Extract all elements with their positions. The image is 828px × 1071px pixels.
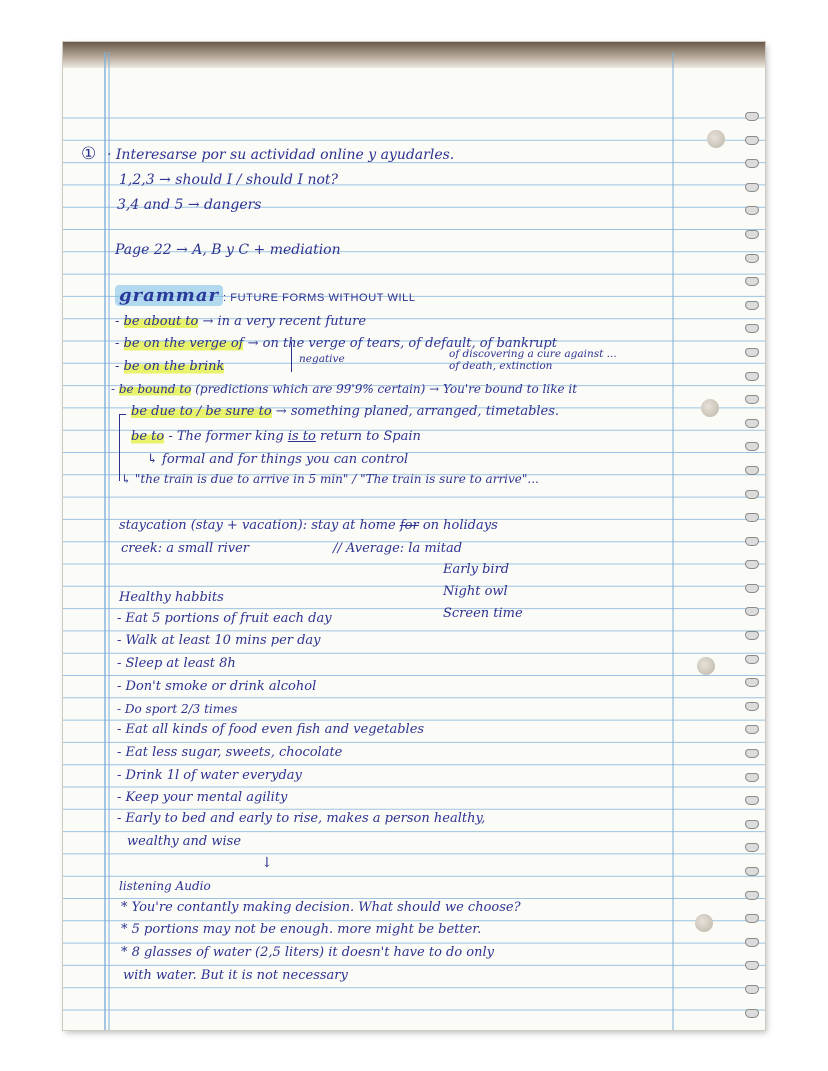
listening-item-continued: with water. But it is not necessary	[123, 968, 348, 983]
spiral-ring	[745, 112, 759, 121]
be-to-text-2: return to Spain	[315, 429, 421, 444]
example-sentence: ↳ "the train is due to arrive in 5 min" / "The train is sure to arrive"...	[121, 472, 539, 486]
habit-item: - Eat all kinds of food even fish and vegetables	[117, 722, 425, 737]
negative-label: negative	[299, 353, 345, 365]
bound-text: (predictions which are 99'9% certain) → You're bound to like it	[191, 382, 578, 396]
grammar-heading: grammar	[115, 285, 223, 306]
night-owl: Night owl	[443, 584, 508, 599]
habit-item: - Sleep at least 8h	[117, 656, 236, 671]
spiral-ring	[745, 725, 759, 734]
spiral-ring	[745, 560, 759, 569]
spiral-ring	[745, 820, 759, 829]
section-number: ①	[81, 144, 97, 164]
listening-item: * You're contantly making decision. What should we choose?	[121, 900, 521, 915]
spiral-ring	[745, 466, 759, 475]
grammar-subtitle: : FUTURE FORMS WITHOUT WILL	[222, 292, 416, 304]
spiral-ring	[745, 348, 759, 357]
due-text: → something planed, arranged, timetables.	[271, 404, 560, 419]
spiral-ring	[745, 655, 759, 664]
listening-item: * 8 glasses of water (2,5 liters) it doesn't have to do only	[121, 945, 495, 960]
formal-note: ↳ formal and for things you can control	[147, 452, 409, 467]
spiral-ring	[745, 796, 759, 805]
spiral-ring	[745, 914, 759, 923]
habit-item: - Don't smoke or drink alcohol	[117, 679, 317, 694]
habit-item: - Eat 5 portions of fruit each day	[117, 611, 332, 626]
screen-time: Screen time	[443, 606, 523, 621]
spiral-ring	[745, 230, 759, 239]
header-line-3: 3,4 and 5 → dangers	[117, 197, 262, 213]
notebook-page	[63, 42, 765, 1030]
spiral-ring	[745, 607, 759, 616]
spiral-ring	[745, 183, 759, 192]
habit-item-continued: wealthy and wise	[127, 834, 242, 849]
staycation-strike: for	[399, 518, 419, 533]
spiral-ring	[745, 773, 759, 782]
binder-hole	[701, 399, 719, 417]
staycation-tail: on holidays	[418, 518, 498, 533]
grammar-title	[115, 287, 416, 305]
spiral-ring	[745, 938, 759, 947]
due-line	[131, 405, 559, 418]
verge-line: - be on the verge of → on the verge of tears, of default, of bankrupt	[115, 336, 557, 351]
brink-line: - be on the brink	[115, 359, 225, 374]
spiral-binding	[745, 112, 761, 1030]
spiral-ring	[745, 301, 759, 310]
about-to-text: → in a very recent future	[198, 314, 367, 329]
bound-phrase: be bound to	[118, 382, 192, 396]
brink-note-1: of discovering a cure against ...	[449, 348, 617, 360]
brace	[291, 342, 292, 372]
spiral-ring	[745, 372, 759, 381]
header-line-1: · Interesarse por su actividad online y ayudarles.	[107, 147, 455, 163]
staycation-text: staycation (stay + vacation): stay at home	[119, 518, 400, 533]
spiral-ring	[745, 867, 759, 876]
spiral-ring	[745, 254, 759, 263]
spiral-ring	[745, 513, 759, 522]
habit-item: - Do sport 2/3 times	[117, 702, 238, 716]
due-phrase: be due to / be sure to	[131, 404, 272, 419]
binder-hole	[697, 657, 715, 675]
be-to-phrase: be to	[131, 429, 165, 444]
arrow-down: ↓	[261, 855, 273, 871]
spiral-ring	[745, 985, 759, 994]
header-line-2: 1,2,3 → should I / should I not?	[119, 172, 339, 188]
habit-item: - Keep your mental agility	[117, 790, 288, 805]
spiral-ring	[745, 1009, 759, 1018]
listening-title: listening Audio	[119, 879, 211, 893]
bracket	[119, 414, 126, 481]
spiral-ring	[745, 490, 759, 499]
habit-item: - Early to bed and early to rise, makes a person healthy,	[117, 811, 486, 826]
spiral-ring	[745, 631, 759, 640]
be-to-text-1: - The former king	[164, 429, 288, 444]
about-to-line: - be about to → in a very recent future	[115, 314, 367, 329]
bound-line: - be bound to (predictions which are 99'9% certain) → You're bound to like it	[111, 382, 578, 396]
spiral-ring	[745, 395, 759, 404]
spiral-ring	[745, 843, 759, 852]
verge-text: → on the verge of tears, of default, of bankrupt	[243, 336, 557, 351]
spiral-ring	[745, 442, 759, 451]
spiral-ring	[745, 678, 759, 687]
spiral-ring	[745, 961, 759, 970]
spiral-ring	[745, 206, 759, 215]
spiral-ring	[745, 891, 759, 900]
verge-phrase: be on the verge of	[123, 336, 244, 351]
average-line: // Average: la mitad	[333, 541, 463, 556]
listening-item: * 5 portions may not be enough. more might be better.	[121, 922, 482, 937]
spiral-ring	[745, 749, 759, 758]
habit-item: - Eat less sugar, sweets, chocolate	[117, 745, 343, 760]
binder-hole	[695, 914, 713, 932]
staycation-line	[119, 519, 498, 532]
spiral-ring	[745, 277, 759, 286]
brink-note-2: of death, extinction	[449, 360, 553, 372]
habit-item: - Drink 1l of water everyday	[117, 768, 302, 783]
about-to-phrase: be about to	[123, 314, 199, 329]
be-to-underlined: is to	[287, 429, 316, 444]
spiral-ring	[745, 324, 759, 333]
spiral-ring	[745, 159, 759, 168]
spiral-ring	[745, 537, 759, 546]
be-to-line	[131, 430, 421, 443]
creek-line: creek: a small river	[121, 541, 249, 556]
early-bird: Early bird	[443, 562, 510, 577]
binder-hole	[707, 130, 725, 148]
spiral-ring	[745, 419, 759, 428]
page-reference: Page 22 → A, B y C + mediation	[115, 242, 341, 258]
habit-item: - Walk at least 10 mins per day	[117, 633, 321, 648]
habits-title: Healthy habbits	[119, 590, 224, 605]
brink-phrase: be on the brink	[123, 359, 225, 374]
spiral-ring	[745, 702, 759, 711]
spiral-ring	[745, 584, 759, 593]
spiral-ring	[745, 136, 759, 145]
